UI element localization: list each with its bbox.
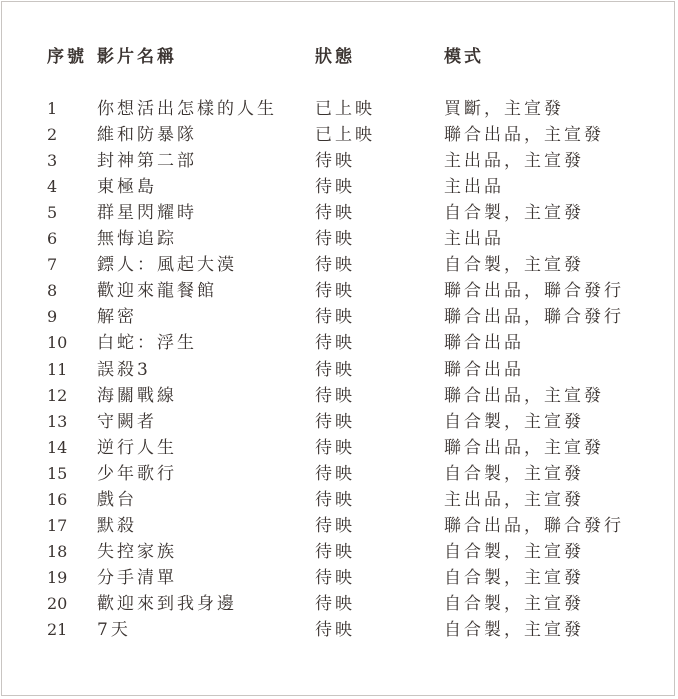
row-status: 待映: [315, 333, 355, 354]
row-title: 你想活出怎樣的人生: [97, 99, 277, 119]
row-status: 待映: [315, 515, 355, 536]
row-title: 戲台: [97, 489, 137, 510]
table-row: [0, 252, 678, 278]
row-title: 解密: [97, 307, 137, 328]
row-mode: 聯合出品，聯合發行: [444, 307, 624, 328]
table-row: [0, 278, 678, 304]
row-title: 白蛇：浮生: [97, 333, 197, 354]
table-row: [0, 591, 678, 617]
row-mode: 聯合出品: [444, 333, 524, 354]
row-no: 6: [47, 229, 58, 249]
header-status: 狀態: [315, 47, 355, 67]
table-row: [0, 383, 678, 409]
row-title: 群星閃耀時: [97, 203, 197, 224]
row-status: 已上映: [315, 99, 375, 119]
row-mode: 自合製，主宣發: [444, 463, 584, 484]
table-row: [0, 304, 678, 330]
row-mode: 主出品: [444, 177, 504, 198]
row-mode: 自合製，主宣發: [444, 255, 584, 276]
table-row: [0, 617, 678, 643]
row-mode: 自合製，主宣發: [444, 203, 584, 224]
row-status: 待映: [315, 177, 355, 198]
row-no: 7: [47, 255, 58, 275]
table-row: [0, 357, 678, 383]
row-no: 20: [47, 593, 68, 613]
row-mode: 自合製，主宣發: [444, 567, 584, 588]
row-status: 待映: [315, 359, 355, 380]
row-mode: 主出品，主宣發: [444, 489, 584, 510]
row-title: 默殺: [97, 515, 137, 536]
row-mode: 聯合出品，聯合發行: [444, 515, 624, 536]
row-title: 海關戰線: [97, 385, 177, 406]
header-title: 影片名稱: [97, 47, 177, 67]
row-status: 待映: [315, 411, 355, 432]
table-row: [0, 435, 678, 461]
table-row: [0, 565, 678, 591]
row-status: 待映: [315, 620, 355, 640]
row-title: 鏢人：風起大漠: [97, 255, 237, 276]
table-row: [0, 96, 678, 122]
header-mode: 模式: [444, 47, 484, 67]
row-mode: 聯合出品，主宣發: [444, 385, 604, 406]
row-mode: 聯合出品，聯合發行: [444, 281, 624, 302]
row-status: 已上映: [315, 125, 375, 146]
row-mode: 主出品: [444, 229, 504, 250]
row-no: 12: [47, 385, 68, 405]
row-title: 失控家族: [97, 541, 177, 562]
row-no: 14: [47, 437, 68, 457]
table-row: [0, 174, 678, 200]
row-mode: 聯合出品: [444, 359, 524, 380]
table-row: [0, 122, 678, 148]
row-no: 8: [47, 281, 58, 301]
row-title: 7天: [97, 620, 131, 640]
row-title: 分手清單: [97, 567, 177, 588]
row-title: 無悔追踪: [97, 229, 177, 250]
table-row: [0, 409, 678, 435]
row-title: 歡迎來到我身邊: [97, 593, 237, 614]
row-status: 待映: [315, 151, 355, 172]
row-status: 待映: [315, 203, 355, 224]
row-status: 待映: [315, 385, 355, 406]
row-mode: 聯合出品，主宣發: [444, 125, 604, 146]
row-status: 待映: [315, 229, 355, 250]
table-row: [0, 226, 678, 252]
table-row: [0, 487, 678, 513]
row-no: 10: [47, 333, 68, 353]
row-status: 待映: [315, 281, 355, 302]
row-mode: 主出品，主宣發: [444, 151, 584, 172]
row-title: 逆行人生: [97, 437, 177, 458]
row-mode: 自合製，主宣發: [444, 593, 584, 614]
row-no: 5: [47, 203, 58, 223]
row-no: 9: [47, 307, 58, 327]
row-status: 待映: [315, 437, 355, 458]
row-status: 待映: [315, 541, 355, 562]
row-no: 3: [47, 151, 58, 171]
table-row: [0, 330, 678, 356]
row-status: 待映: [315, 593, 355, 614]
row-no: 21: [47, 620, 68, 639]
row-mode: 買斷，主宣發: [444, 99, 564, 119]
row-no: 15: [47, 463, 68, 483]
row-no: 11: [47, 359, 68, 379]
row-no: 18: [47, 541, 68, 561]
row-title: 維和防暴隊: [97, 125, 197, 146]
table-row: [0, 200, 678, 226]
row-no: 17: [47, 515, 68, 535]
row-status: 待映: [315, 489, 355, 510]
row-no: 1: [47, 99, 58, 118]
table-row: [0, 461, 678, 487]
row-status: 待映: [315, 255, 355, 276]
row-title: 少年歌行: [97, 463, 177, 484]
row-title: 守闕者: [97, 411, 157, 432]
row-status: 待映: [315, 307, 355, 328]
row-status: 待映: [315, 567, 355, 588]
table-row: [0, 539, 678, 565]
row-no: 13: [47, 411, 68, 431]
row-mode: 聯合出品，主宣發: [444, 437, 604, 458]
row-no: 2: [47, 125, 58, 145]
row-status: 待映: [315, 463, 355, 484]
row-title: 誤殺3: [97, 359, 151, 380]
row-mode: 自合製，主宣發: [444, 411, 584, 432]
row-mode: 自合製，主宣發: [444, 541, 584, 562]
row-title: 封神第二部: [97, 151, 197, 172]
header-no: 序號: [47, 47, 87, 67]
row-no: 19: [47, 567, 68, 587]
row-no: 16: [47, 489, 68, 509]
table-header: [0, 42, 678, 72]
row-mode: 自合製，主宣發: [444, 620, 584, 640]
row-no: 4: [47, 177, 58, 197]
row-title: 東極島: [97, 177, 157, 198]
row-title: 歡迎來龍餐館: [97, 281, 217, 302]
table-row: [0, 148, 678, 174]
table-row: [0, 513, 678, 539]
